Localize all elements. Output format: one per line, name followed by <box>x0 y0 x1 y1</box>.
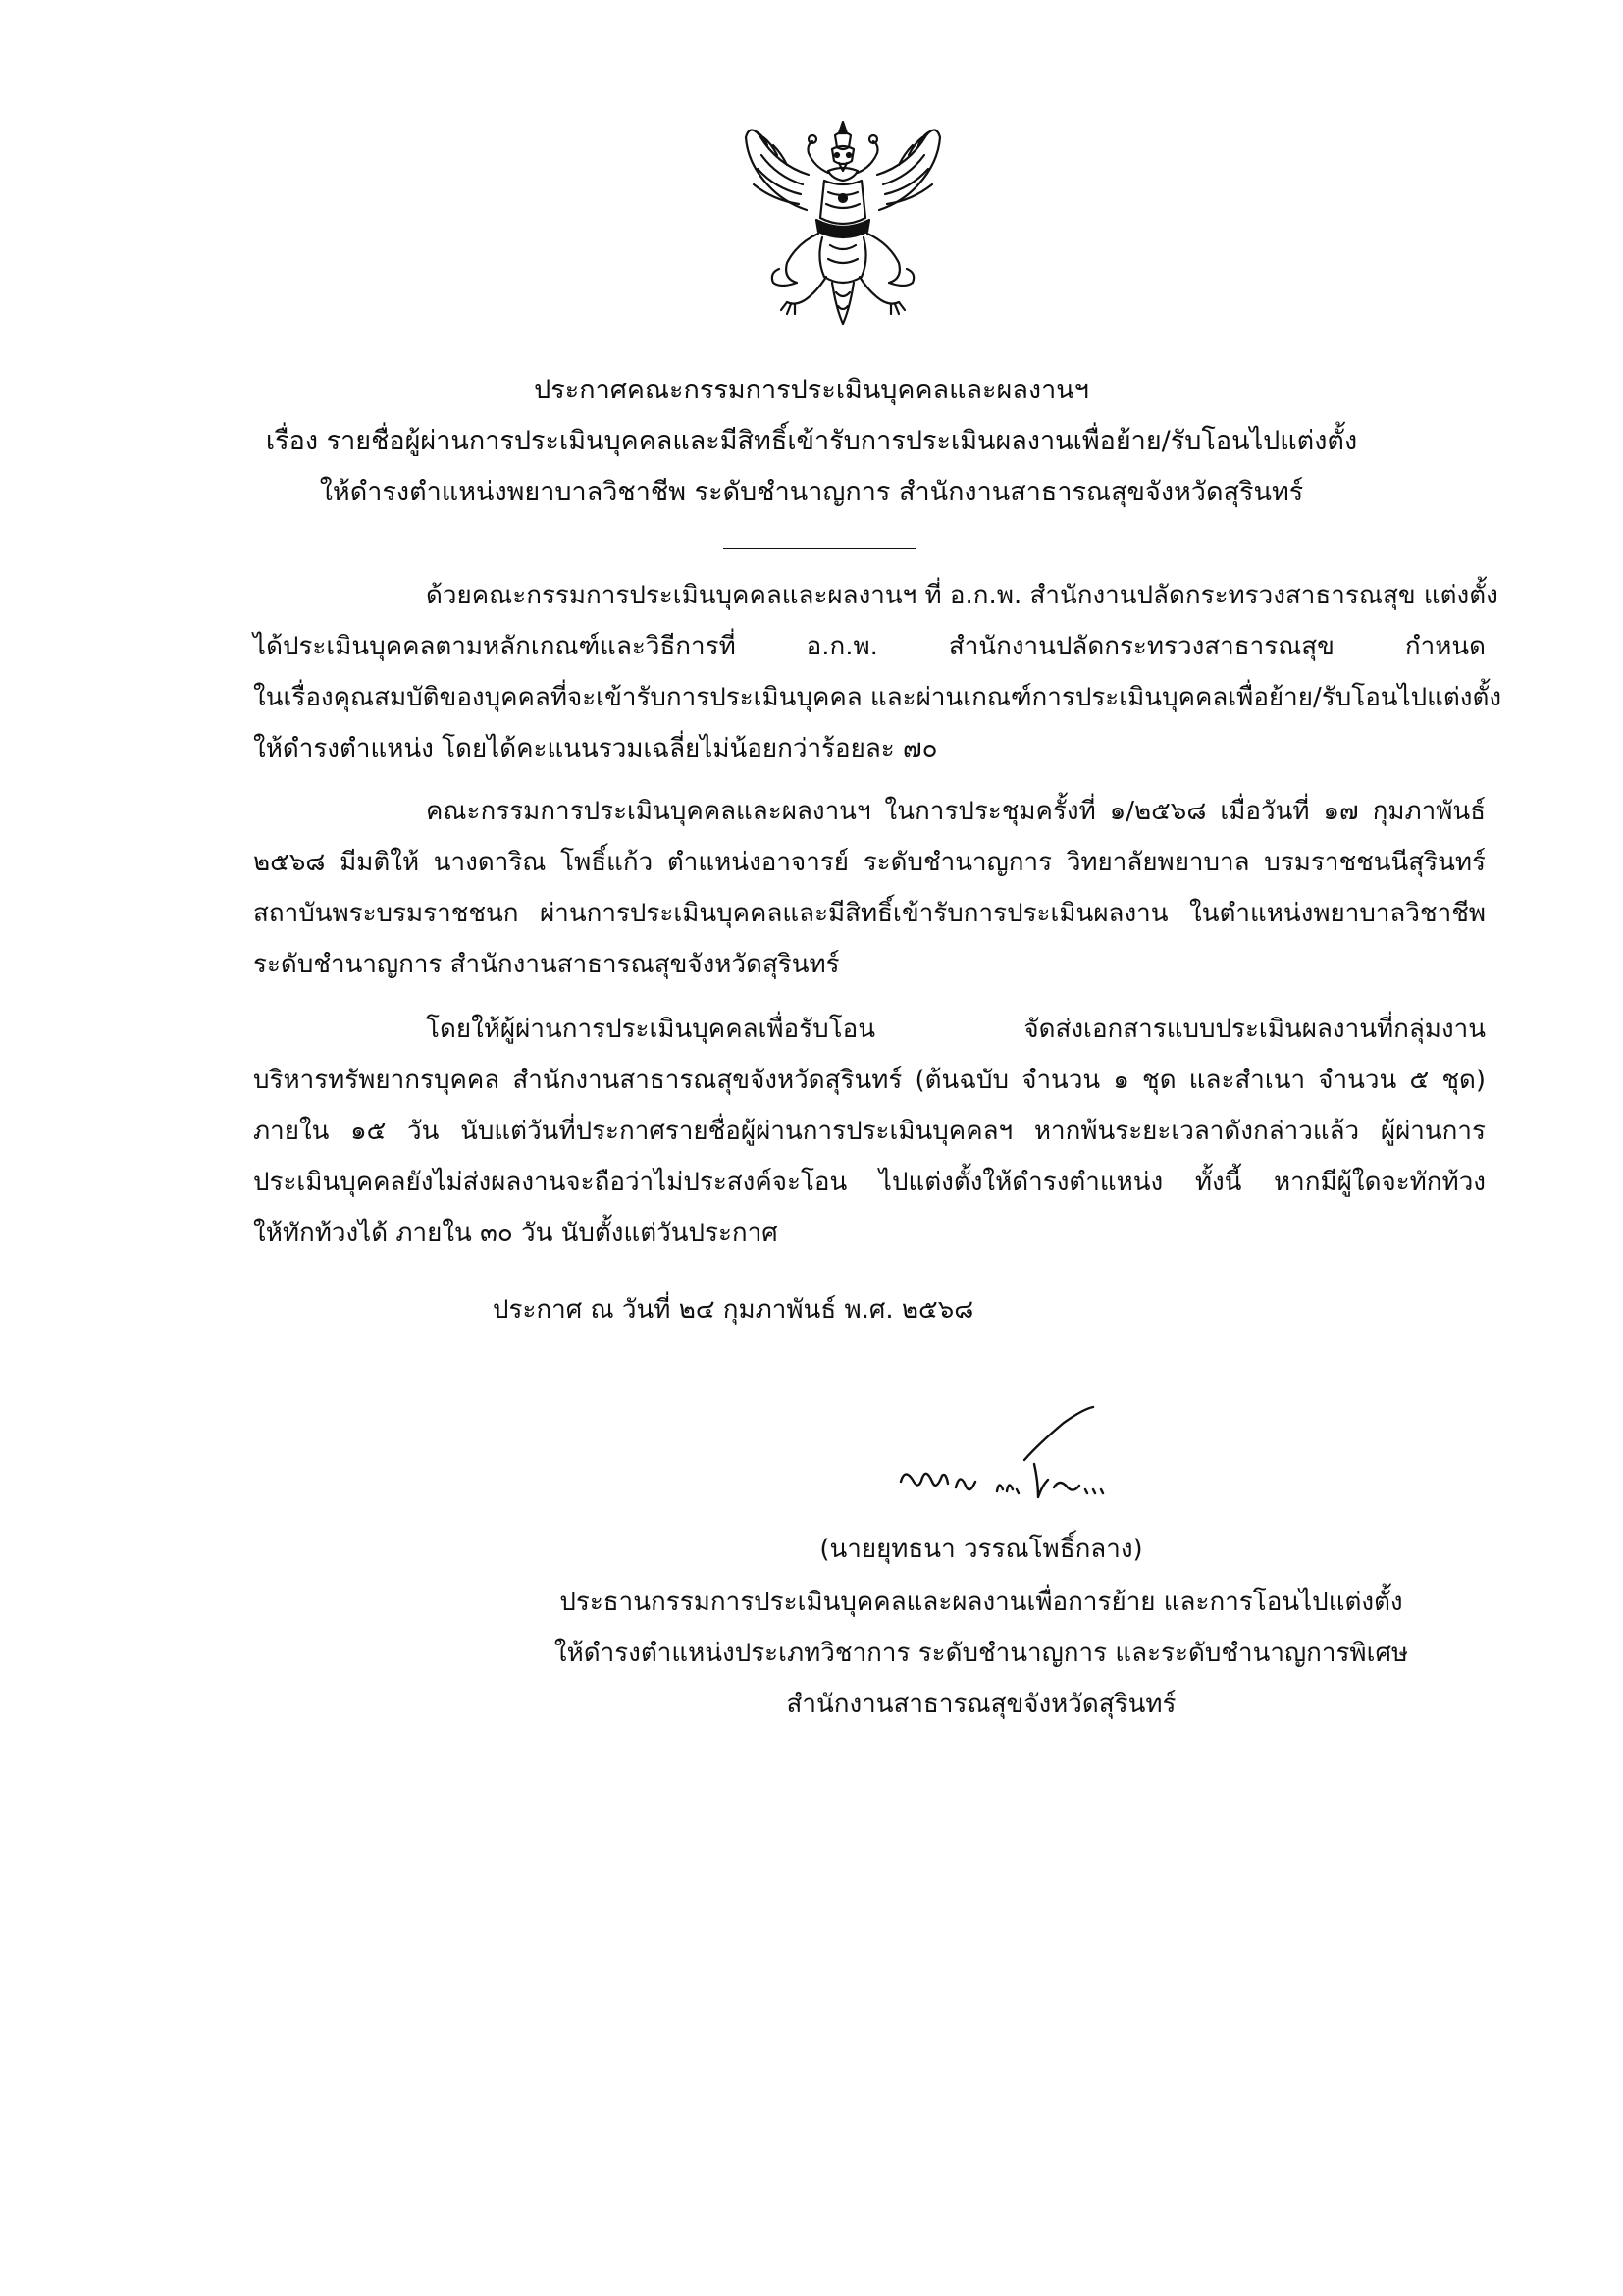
handwritten-signature <box>891 1403 1126 1521</box>
announcement-date: ประกาศ ณ วันที่ ๒๔ กุมภาพันธ์ พ.ศ. ๒๕๖๘ <box>493 1295 974 1325</box>
paragraph-3-line-1: โดยให้ผู้ผ่านการประเมินบุคคลเพื่อรับโอน จัดส่งเอกสารแบบประเมินผลงานที่กลุ่มงาน <box>426 1015 1486 1044</box>
paragraph-2-line-3: สถาบันพระบรมราชชนก ผ่านการประเมินบุคคลและมีสิทธิ์เข้ารับการประเมินผลงาน ในตำแหน่งพยาบาลวิชาชีพ <box>253 899 1486 928</box>
paragraph-1-line-2: ได้ประเมินบุคคลตามหลักเกณฑ์และวิธีการที่ อ.ก.พ. สำนักงานปลัดกระทรวงสาธารณสุข กำหนด <box>253 632 1486 661</box>
signatory-position-line-1: ประธานกรรมการประเมินบุคคลและผลงานเพื่อการย้าย และการโอนไปแต่งตั้ง <box>559 1588 1403 1617</box>
paragraph-2-line-1: คณะกรรมการประเมินบุคคลและผลงานฯ ในการประชุมครั้งที่ ๑/๒๕๖๘ เมื่อวันที่ ๑๗ กุมภาพันธ์ <box>426 797 1486 826</box>
paragraph-2-line-4: ระดับชำนาญการ สำนักงานสาธารณสุขจังหวัดสุรินทร์ <box>253 950 840 979</box>
signatory-position-line-2: ให้ดำรงตำแหน่งประเภทวิชาการ ระดับชำนาญการ และระดับชำนาญการพิเศษ <box>553 1639 1409 1668</box>
paragraph-1-line-4: ให้ดำรงตำแหน่ง โดยได้คะแนนรวมเฉลี่ยไม่น้อยกว่าร้อยละ ๗๐ <box>253 734 938 763</box>
paragraph-3-line-3: ภายใน ๑๕ วัน นับแต่วันที่ประกาศรายชื่อผู้ผ่านการประเมินบุคคลฯ หากพ้นระยะเวลาดังกล่าวแล้ว ผู้ผ่านการ <box>253 1117 1486 1146</box>
signatory-name: (นายยุทธนา วรรณโพธิ์กลาง) <box>819 1535 1143 1564</box>
paragraph-3-line-5: ให้ทักท้วงได้ ภายใน ๓๐ วัน นับตั้งแต่วันประกาศ <box>253 1219 778 1248</box>
paragraph-3-line-4: ประเมินบุคคลยังไม่ส่งผลงานจะถือว่าไม่ประสงค์จะโอน ไปแต่งตั้งให้ดำรงตำแหน่ง ทั้งนี้ หากมีผู้ใดจะทักท้วง <box>253 1168 1486 1197</box>
paragraph-2-line-2: ๒๕๖๘ มีมติให้ นางดาริณ โพธิ์แก้ว ตำแหน่งอาจารย์ ระดับชำนาญการ วิทยาลัยพยาบาล บรมราชชนนีสุรินทร์ <box>253 848 1486 877</box>
paragraph-3-line-2: บริหารทรัพยากรบุคคล สำนักงานสาธารณสุขจังหวัดสุรินทร์ (ต้นฉบับ จำนวน ๑ ชุด และสำเนา จำนวน ๕ ชุด) <box>253 1066 1486 1095</box>
title-divider <box>723 548 916 549</box>
signatory-position-line-3: สำนักงานสาธารณสุขจังหวัดสุรินทร์ <box>786 1690 1177 1719</box>
paragraph-1-line-1: ด้วยคณะกรรมการประเมินบุคคลและผลงานฯ ที่ อ.ก.พ. สำนักงานปลัดกระทรวงสาธารณสุข แต่งตั้ง <box>426 581 1498 610</box>
announcement-title: ประกาศคณะกรรมการประเมินบุคคลและผลงานฯ <box>534 375 1089 405</box>
announcement-subject-continued: ให้ดำรงตำแหน่งพยาบาลวิชาชีพ ระดับชำนาญการ สำนักงานสาธารณสุขจังหวัดสุรินทร์ <box>319 477 1304 507</box>
garuda-emblem-icon <box>738 116 948 334</box>
announcement-subject: เรื่อง รายชื่อผู้ผ่านการประเมินบุคคลและมีสิทธิ์เข้ารับการประเมินผลงานเพื่อย้าย/รับโอนไปแต่งตั้ง <box>265 426 1358 456</box>
paragraph-1-line-3: ในเรื่องคุณสมบัติของบุคคลที่จะเข้ารับการประเมินบุคคล และผ่านเกณฑ์การประเมินบุคคลเพื่อย้าย/รับโอนไปแต่งตั้ง <box>253 683 1502 712</box>
